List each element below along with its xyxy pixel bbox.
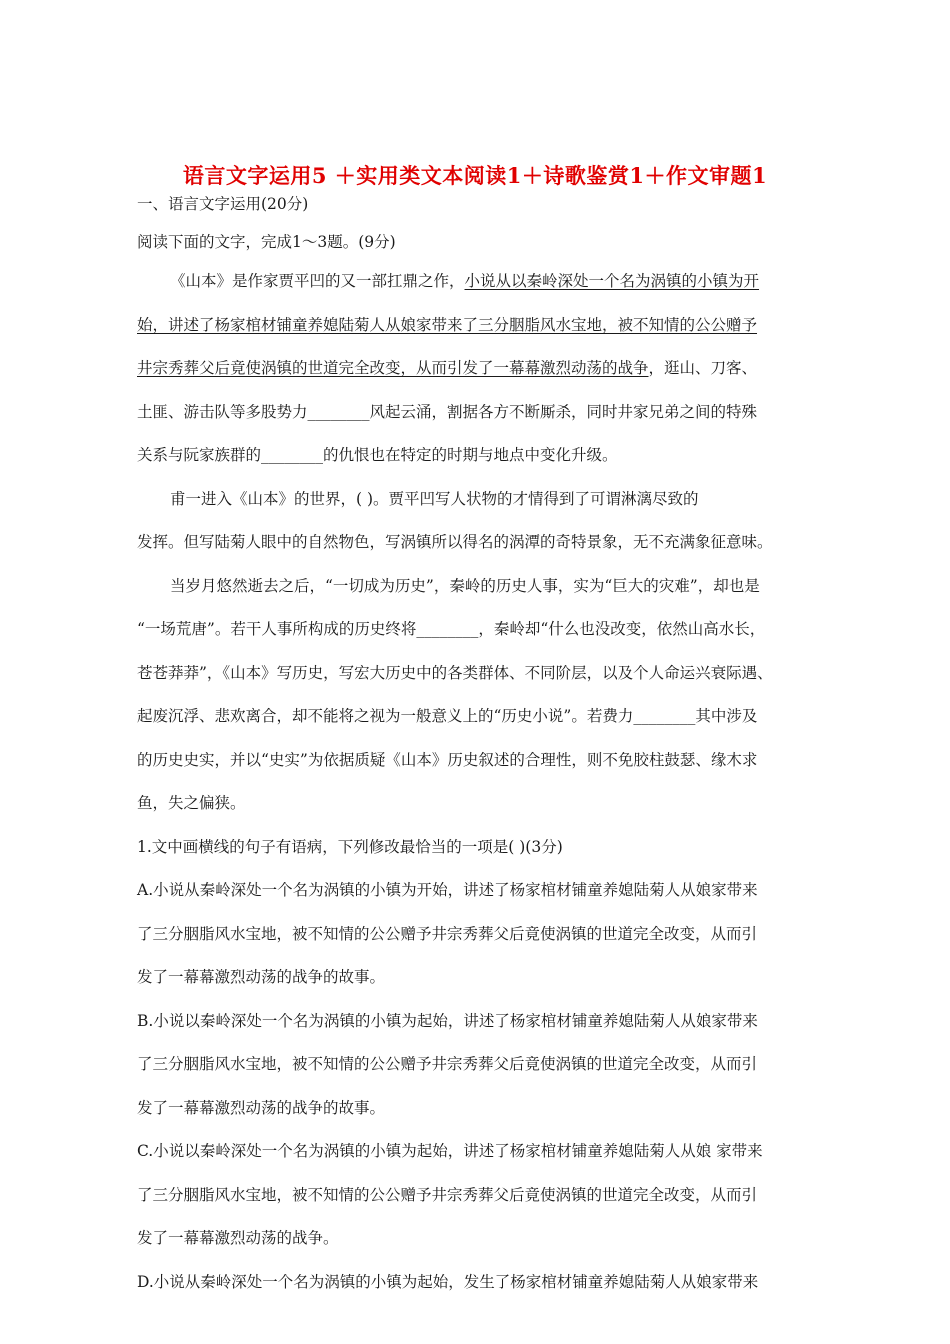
- paragraph-3-line-5: 的历史史实，并以“史实”为依据质疑《山本》历史叙述的合理性，则不免胶柱鼓瑟、缘木求: [137, 751, 758, 769]
- paragraph-1-line-4: 土匪、游击队等多股势力________风起云涌，割据各方不断厮杀，同时井家兄弟之间的特殊: [137, 403, 758, 421]
- paragraph-3-line-4: 起废沉浮、悲欢离合，却不能将之视为一般意义上的“历史小说”。若费力________其中涉及: [137, 707, 758, 725]
- option-b-line-3: 发了一幕幕激烈动荡的战争的故事。: [137, 1099, 386, 1117]
- underlined-sentence: 小说从以秦岭深处一个名为涡镇的小镇为开: [464, 272, 760, 290]
- paragraph-3-line-1: 当岁月悠然逝去之后，“一切成为历史”，秦岭的历史人事，实为“巨大的灾难”，却也是: [170, 577, 760, 595]
- option-b-line-1: B.小说以秦岭深处一个名为涡镇的小镇为起始，讲述了杨家棺材铺童养媳陆菊人从娘家带来: [137, 1012, 758, 1030]
- paragraph-1-line-1: [170, 270, 759, 292]
- reading-instruction: 阅读下面的文字，完成1～3题。(9分): [137, 233, 396, 251]
- page-title: 语言文字运用5 ＋实用类文本阅读1＋诗歌鉴赏1＋作文审题1: [182, 163, 768, 188]
- option-c-line-1: C.小说以秦岭深处一个名为涡镇的小镇为起始，讲述了杨家棺材铺童养媳陆菊人从娘 家带来: [137, 1142, 763, 1160]
- option-d-line-1: D.小说从秦岭深处一个名为涡镇的小镇为起始，发生了杨家棺材铺童养媳陆菊人从娘家带来: [137, 1273, 759, 1291]
- paragraph-2-line-1: 甫一进入《山本》的世界，( )。贾平凹写人状物的才情得到了可谓淋漓尽致的: [170, 490, 699, 508]
- underlined-sentence: 始，讲述了杨家棺材铺童养媳陆菊人从娘家带来了三分胭脂风水宝地，被不知情的公公赠予: [137, 316, 758, 334]
- paragraph-1-text: 《山本》是作家贾平凹的又一部扛鼎之作，: [170, 272, 465, 290]
- question-1: 1.文中画横线的句子有语病，下列修改最恰当的一项是( )(3分): [137, 838, 563, 856]
- option-c-line-3: 发了一幕幕激烈动荡的战争。: [137, 1229, 339, 1247]
- paragraph-1-text: ，逛山、刀客、: [648, 359, 758, 377]
- option-c-line-2: 了三分胭脂风水宝地，被不知情的公公赠予井宗秀葬父后竟使涡镇的世道完全改变，从而引: [137, 1186, 758, 1204]
- section-heading: 一、语言文字运用(20分): [137, 195, 309, 213]
- paragraph-1-line-5: 关系与阮家族群的________的仇恨也在特定的时期与地点中变化升级。: [137, 446, 618, 464]
- paragraph-1-line-3: [137, 357, 757, 379]
- paragraph-3-line-2: “一场荒唐”。若干人事所构成的历史终将________，秦岭却“什么也没改变，依然山高水长，: [137, 620, 766, 638]
- paragraph-2-line-2: 发挥。但写陆菊人眼中的自然物色，写涡镇所以得名的涡潭的奇特景象，无不充满象征意味。: [137, 533, 773, 551]
- underlined-sentence: 井宗秀葬父后竟使涡镇的世道完全改变，从而引发了一幕幕激烈动荡的战争: [137, 359, 649, 377]
- option-b-line-2: 了三分胭脂风水宝地，被不知情的公公赠予井宗秀葬父后竟使涡镇的世道完全改变，从而引: [137, 1055, 758, 1073]
- option-a-line-3: 发了一幕幕激烈动荡的战争的故事。: [137, 968, 386, 986]
- option-a-line-1: A.小说从秦岭深处一个名为涡镇的小镇为开始，讲述了杨家棺材铺童养媳陆菊人从娘家带来: [137, 881, 758, 899]
- paragraph-3-line-6: 鱼，失之偏狭。: [137, 794, 246, 812]
- option-a-line-2: 了三分胭脂风水宝地，被不知情的公公赠予井宗秀葬父后竟使涡镇的世道完全改变，从而引: [137, 925, 758, 943]
- paragraph-3-line-3: 苍苍莽莽”，《山本》写历史，写宏大历史中的各类群体、不同阶层，以及个人命运兴衰际遇、: [137, 664, 773, 682]
